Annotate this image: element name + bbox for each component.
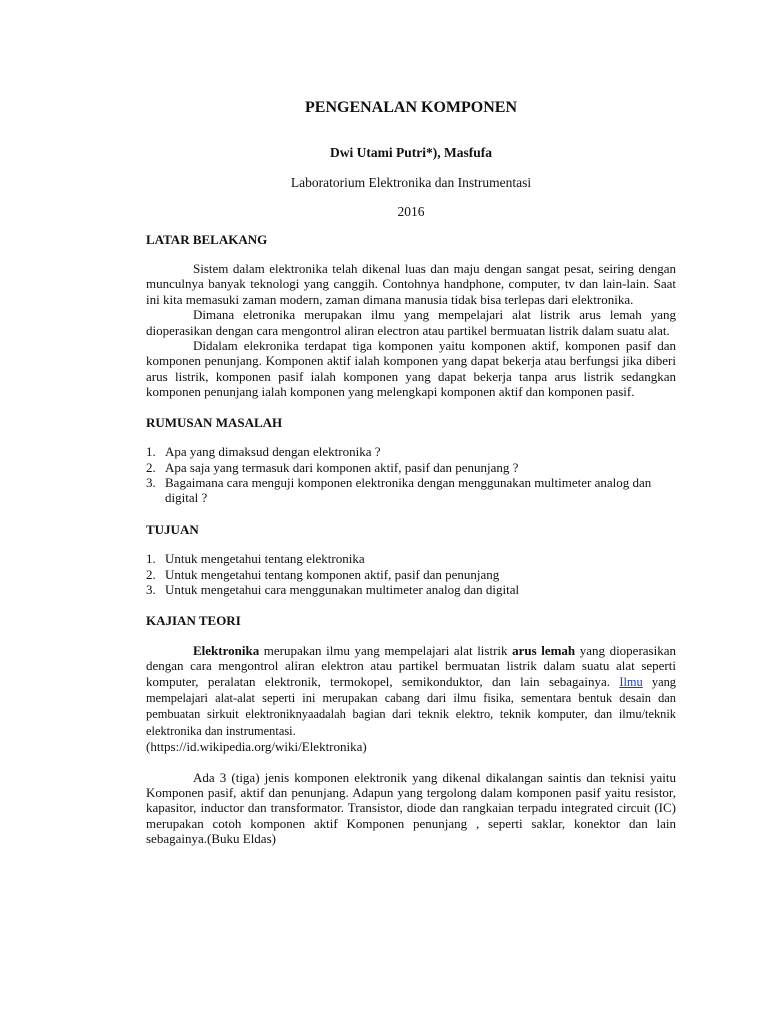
term-elektronika: Elektronika	[193, 642, 260, 658]
list-number: 2.	[146, 459, 156, 475]
paragraph-latar-1: Sistem dalam elektronika telah dikenal luas dan maju dengan sangat pesat, seiring dengan munculnya banyak teknologi yang canggih. Contohnya handphone, computer, tv dan lain-lain. Saat ini kita memasuki zaman modern, zaman dimana manusia tidak bisa terlepas dari elektronika.	[146, 261, 676, 307]
section-kajian-teori	[146, 613, 676, 846]
heading-kajian-teori: KAJIAN TEORI	[146, 613, 241, 629]
list-number: 3.	[146, 581, 156, 597]
paragraph-latar-3: Didalam elekronika terdapat tiga komponen yaitu komponen aktif, komponen pasif dan komponen penunjang. Komponen aktif ialah komponen yang dapat bekerja atau berfungsi jika diberi arus listrik, komponen pasif ialah komponen yang dapat bekerja tanpa arus listrik sedangkan komponen penunjang ialah komponen yang melengkapi komponen aktif dan komponen pasif.	[146, 338, 676, 400]
tujuan-list	[146, 551, 676, 597]
text-run: yang dioperasikan dengan cara mengontrol aliran elektron atau partikel bermuatan listrik dalam suatu alat seperti komputer, peralatan elektronik, termokopel, semikonduktor, dan lain sebagainya.	[146, 642, 676, 689]
heading-latar-belakang: LATAR BELAKANG	[146, 231, 268, 247]
heading-rumusan-masalah: RUMUSAN MASALAH	[146, 414, 283, 430]
text-run: yang mempelajari alat-alat seperti ini merupakan cabang dari ilmu fisika, sementara bentuk desain dan pembuatan sirkuit elektroniknyaadalah bagian dari teknik elektro, teknik komputer, dan ilmu/teknik elektronika dan instrumentasi.	[146, 674, 676, 738]
list-item	[146, 444, 676, 459]
list-number: 2.	[146, 566, 156, 582]
list-text: Untuk mengetahui cara menggunakan multimeter analog dan digital	[165, 581, 520, 597]
text-run: merupakan ilmu yang mempelajari alat listrik	[259, 642, 513, 658]
paragraph-kajian-2: Ada 3 (tiga) jenis komponen elektronik yang dikenal dikalangan saintis dan teknisi yaitu Komponen pasif, aktif dan penunjang. Adapun yang tergolong dalam komponen pasif yaitu resistor, kapasitor, inductor dan transformator. Transistor, diode dan rangkaian terpadu integrated circuit (IC) merupakan cotoh komponen aktif Komponen penunjang , seperti saklar, konektor dan lain sebagainya.(Buku Eldas)	[146, 769, 676, 847]
list-text: Untuk mengetahui tentang elektronika	[165, 551, 365, 567]
list-item	[146, 551, 676, 566]
document-title: PENGENALAN KOMPONEN	[305, 99, 517, 116]
source-citation: (https://id.wikipedia.org/wiki/Elektronika)	[146, 739, 367, 755]
term-arus-lemah: arus lemah	[512, 642, 576, 658]
list-item	[146, 460, 676, 475]
document-year: 2016	[397, 204, 425, 220]
document-body	[146, 100, 676, 847]
document-affiliation: Laboratorium Elektronika dan Instrumentasi	[290, 174, 532, 190]
list-number: 1.	[146, 551, 156, 567]
section-latar-belakang	[146, 232, 676, 400]
paragraph-latar-2: Dimana eletronika merupakan ilmu yang mempelajari alat listrik arus lemah yang dioperasikan dengan cara mengontrol aliran electron atau partikel bermuatan listrik dalam suatu alat.	[146, 307, 676, 338]
list-item	[146, 475, 676, 506]
heading-tujuan: TUJUAN	[146, 521, 199, 537]
section-tujuan	[146, 522, 676, 598]
section-rumusan-masalah	[146, 415, 676, 506]
list-text: Untuk mengetahui tentang komponen aktif, pasif dan penunjang	[165, 566, 500, 582]
document-authors: Dwi Utami Putri*), Masfufa	[330, 145, 492, 161]
list-number: 1.	[146, 444, 156, 460]
list-item	[146, 567, 676, 582]
list-text: Apa saja yang termasuk dari komponen aktif, pasif dan penunjang ?	[165, 459, 519, 475]
list-text: Apa yang dimaksud dengan elektronika ?	[165, 444, 381, 460]
rumusan-list	[146, 444, 676, 506]
list-item	[146, 582, 676, 597]
paragraph-kajian-1	[146, 643, 676, 739]
list-number: 3.	[146, 474, 156, 490]
list-text: Bagaimana cara menguji komponen elektronika dengan menggunakan multimeter analog dan digital ?	[165, 474, 652, 506]
ilmu-link[interactable]: Ilmu	[619, 674, 643, 689]
